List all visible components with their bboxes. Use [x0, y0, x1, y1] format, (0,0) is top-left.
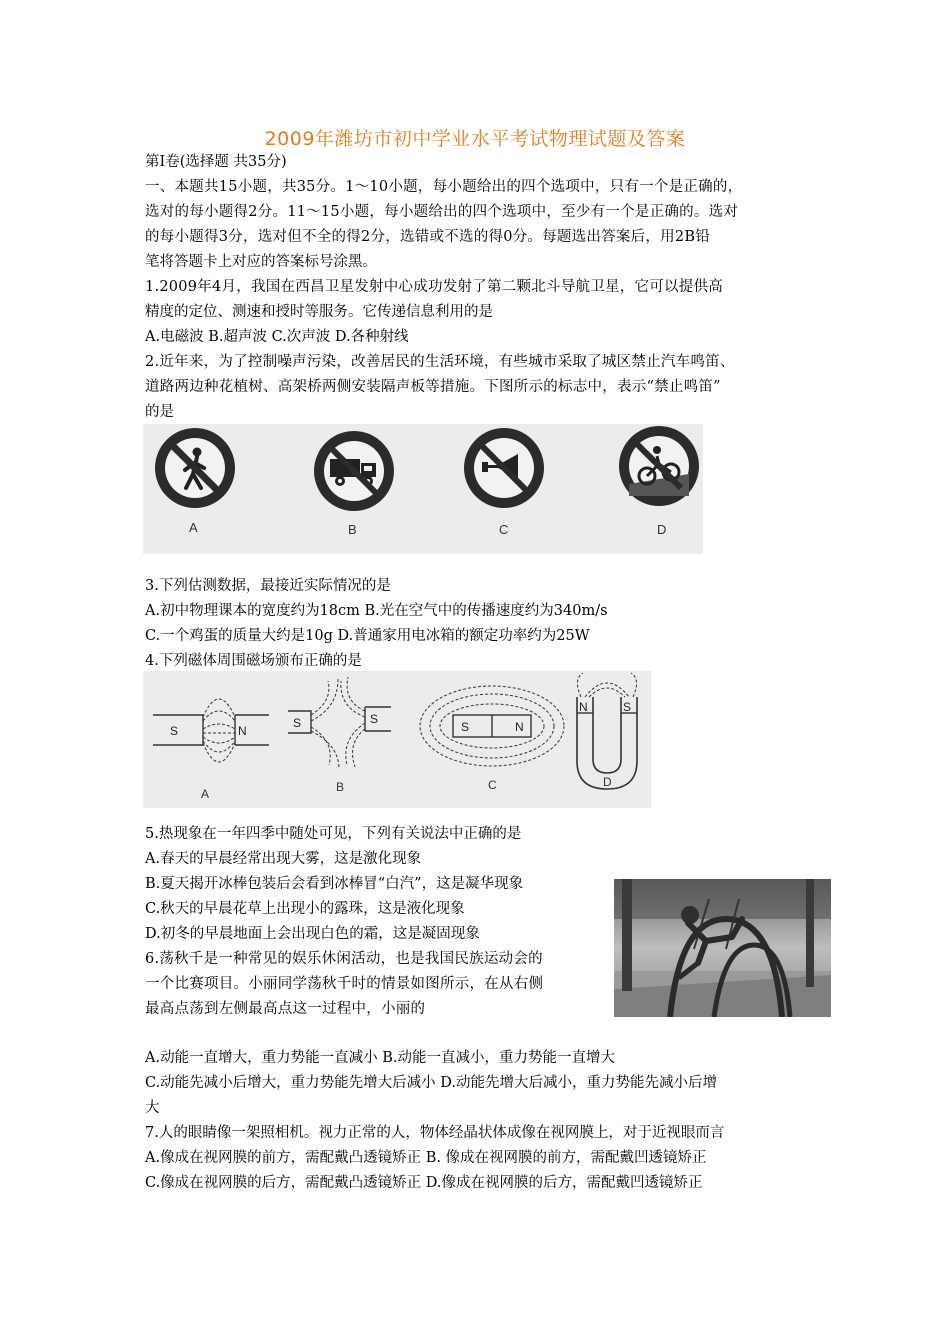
q6-options-ab: A.动能一直增大，重力势能一直减小 B.动能一直减小，重力势能一直增大: [145, 1050, 615, 1066]
q5-option-a: A.春天的早晨经常出现大雾，这是激化现象: [145, 851, 422, 867]
q3-options-cd: C.一个鸡蛋的质量大约是10g D.普通家用电冰箱的额定功率约为25W: [145, 628, 590, 644]
q5-option-d: D.初冬的早晨地面上会出现白色的霜，这是凝固现象: [145, 926, 480, 942]
magnet-label-c: C: [488, 778, 497, 792]
magnet-label-a: A: [201, 787, 210, 801]
q3-options-ab: A.初中物理课本的宽度约为18cm B.光在空气中的传播速度约为340m/s: [145, 603, 608, 619]
magnet-a-pole-right: N: [238, 724, 247, 738]
magnet-label-b: B: [336, 780, 345, 794]
sign-a-no-pedestrian-icon: [155, 428, 235, 508]
q1-stem-line-2: 精度的定位、测速和授时等服务。它传递信息利用的是: [145, 304, 493, 320]
q6-swing-photo: [614, 879, 831, 1017]
q6-stem-line-1: 6.荡秋千是一种常见的娱乐休闲活动，也是我国民族运动会的: [145, 951, 543, 967]
magnet-d-pole-right: S: [623, 700, 632, 714]
sign-label-b: B: [348, 522, 357, 537]
q4-stem: 4.下列磁体周围磁场颁布正确的是: [145, 653, 362, 669]
q5-option-c: C.秋天的早晨花草上出现小的露珠，这是液化现象: [145, 901, 465, 917]
q2-stem-line-3: 的是: [145, 404, 174, 420]
instruction-line-2: 选对的每小题得2分。11～15小题，每小题给出的四个选项中，至少有一个是正确的。选对: [145, 204, 739, 220]
q6-options-cd-wrap: 大: [145, 1100, 160, 1116]
magnet-label-d: D: [603, 775, 612, 789]
instruction-line-3: 的每小题得3分，选对但不全的得2分，选错或不选的得0分。每题选出答案后，用2B铅: [145, 229, 711, 245]
instruction-line-1: 一、本题共15小题，共35分。1～10小题，每小题给出的四个选项中，只有一个是正确的，: [145, 179, 743, 195]
magnet-b-pole-left: S: [293, 716, 302, 730]
q2-stem-line-1: 2.近年来，为了控制噪声污染，改善居民的生活环境，有些城市采取了城区禁止汽车鸣笛、: [145, 354, 735, 370]
q7-options-ab: A.像成在视网膜的前方，需配戴凸透镜矫正 B. 像成在视网膜的前方，需配戴凹透镜矫正: [145, 1150, 707, 1166]
q7-stem: 7.人的眼睛像一架照相机。视力正常的人，物体经晶状体成像在视网膜上，对于近视眼而言: [145, 1125, 725, 1141]
q2-stem-line-2: 道路两边种花植树、高架桥两侧安装隔声板等措施。下图所示的标志中，表示“禁止鸣笛”: [145, 379, 721, 395]
magnet-c-pole-right: N: [515, 720, 524, 734]
instruction-line-4: 笔将答题卡上对应的答案标号涂黑。: [145, 254, 377, 270]
section-header: 第Ⅰ卷(选择题 共35分): [145, 154, 287, 170]
q7-options-cd: C.像成在视网膜的后方，需配戴凸透镜矫正 D.像成在视网膜的后方，需配戴凹透镜矫正: [145, 1175, 703, 1191]
magnet-b-pole-right: S: [370, 712, 379, 726]
q1-options: A.电磁波 B.超声波 C.次声波 D.各种射线: [145, 329, 409, 345]
page-title: 2009年潍坊市初中学业水平考试物理试题及答案: [264, 128, 686, 150]
sign-label-a: A: [189, 520, 198, 535]
q1-stem-line-1: 1.2009年4月，我国在西昌卫星发射中心成功发射了第二颗北斗导航卫星，它可以提供高: [145, 279, 723, 295]
sign-b-no-truck-icon: [314, 431, 394, 511]
magnet-a-pole-left: S: [170, 724, 179, 738]
sign-c-no-horn-icon: [464, 428, 544, 508]
sign-label-c: C: [499, 522, 509, 537]
q2-signs-figure: [143, 424, 703, 554]
sign-d-no-bicycle-icon: [619, 426, 699, 506]
magnet-d-pole-left: N: [579, 700, 588, 714]
magnet-c-pole-left: S: [461, 720, 470, 734]
q5-stem: 5.热现象在一年四季中随处可见，下列有关说法中正确的是: [145, 826, 522, 842]
q5-option-b: B.夏天揭开冰棒包装后会看到冰棒冒“白汽”，这是凝华现象: [145, 876, 524, 892]
sign-label-d: D: [657, 522, 667, 537]
q4-magnets-figure: [143, 671, 651, 808]
q6-stem-line-3: 最高点荡到左侧最高点这一过程中，小丽的: [145, 1001, 426, 1017]
q6-stem-line-2: 一个比赛项目。小丽同学荡秋千时的情景如图所示，在从右侧: [145, 976, 544, 992]
q6-options-cd: C.动能先减小后增大，重力势能先增大后减小 D.动能先增大后减小，重力势能先减小后增: [145, 1075, 718, 1091]
q3-stem: 3.下列估测数据，最接近实际情况的是: [145, 578, 391, 594]
